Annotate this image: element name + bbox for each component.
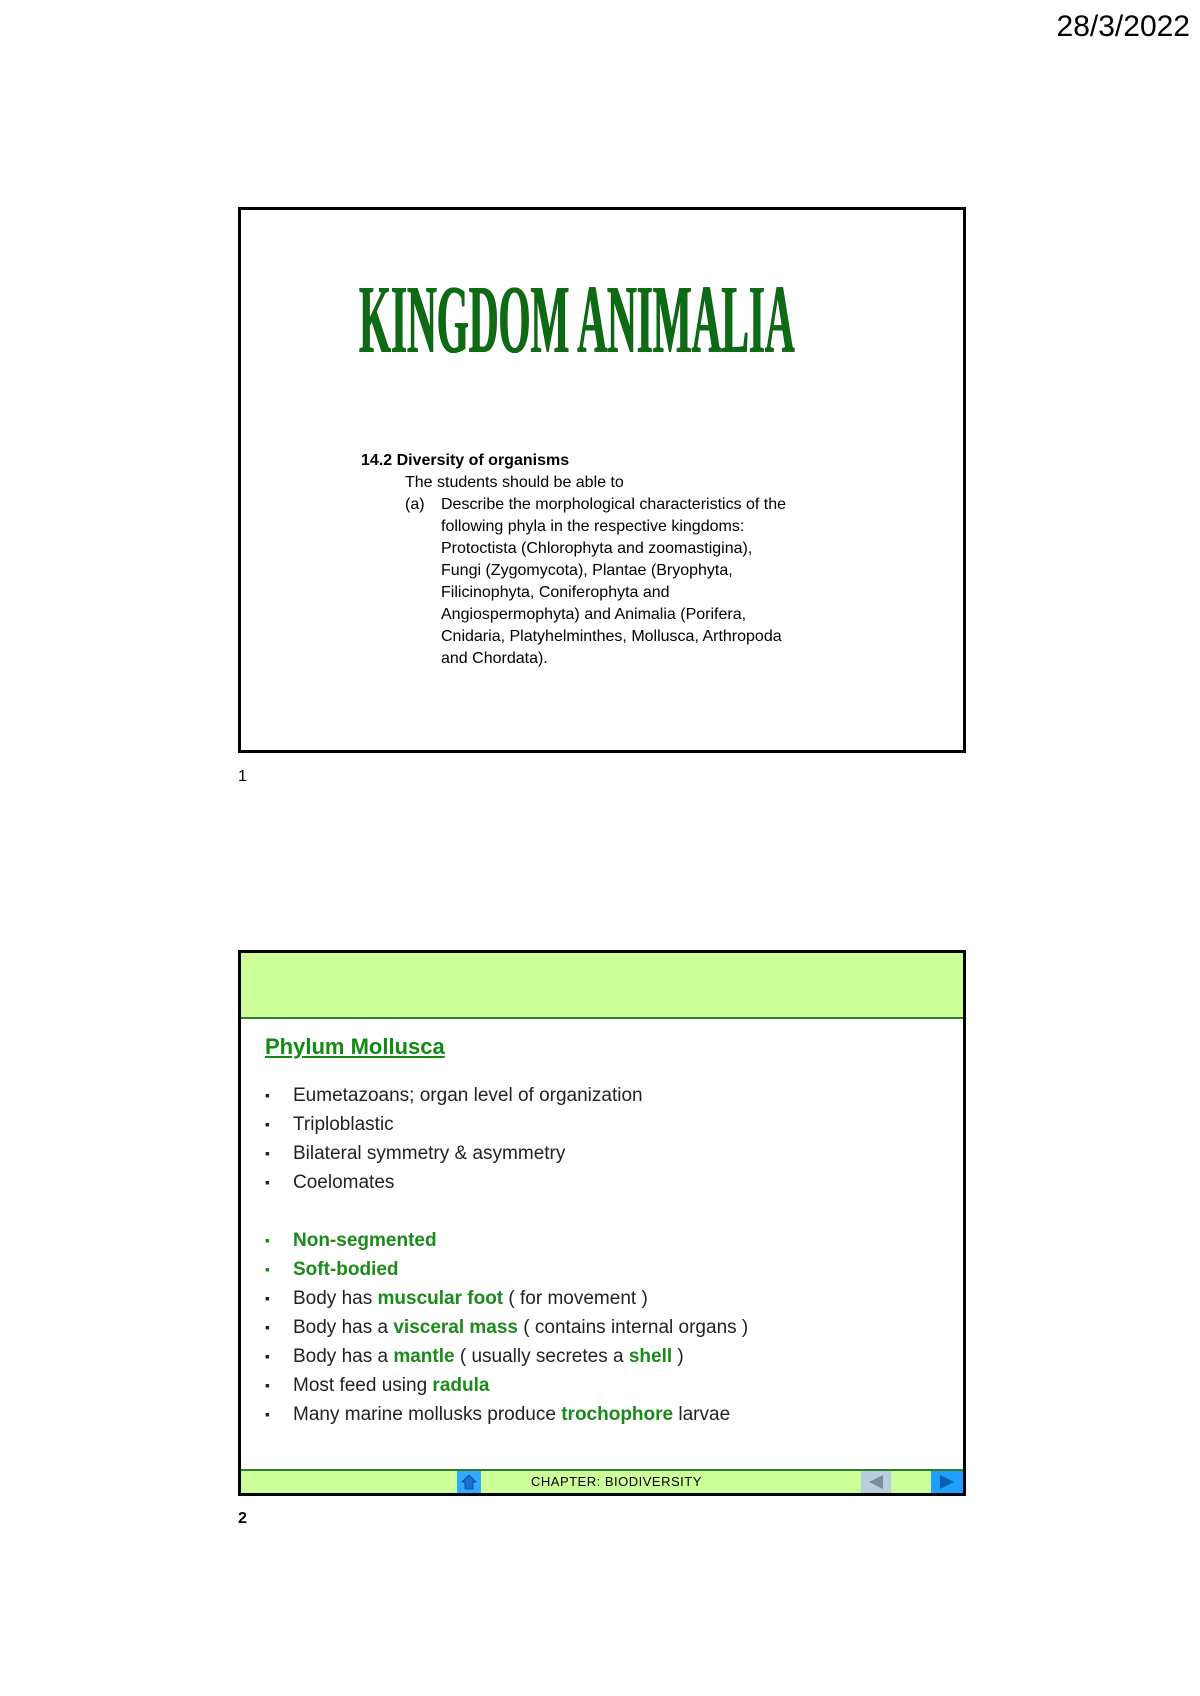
learning-objective <box>361 450 841 670</box>
slide-2-title: Phylum Mollusca <box>265 1034 445 1059</box>
list-item: ▪ Triploblastic <box>265 1114 394 1135</box>
objective-intro: The students should be able to <box>405 474 624 491</box>
slide-1-title: KINGDOM ANIMALIA <box>359 266 795 374</box>
list-item: ▪ Body has a visceral mass ( contains internal organs ) <box>265 1317 749 1338</box>
objective-item-text: Describe the morphological characteristics of the following phyla in the respective kingdoms: Protoctista (Chlorophyta and zoomastigina), Fungi (Zygomycota), Plantae (Bryophyta, Filicinophyta, Coniferophyta and Angiospermophyta) and Animalia (Porifera, Cnidaria, Platyhelminthes, Mollusca, Arthropoda and Chordata). <box>441 496 787 667</box>
list-spacer <box>265 1197 748 1226</box>
objective-item-marker: (a) <box>405 496 425 513</box>
list-item: ▪ Most feed using radula <box>265 1375 490 1396</box>
slide-footer <box>241 1469 963 1493</box>
objective-heading: 14.2 Diversity of organisms <box>361 452 570 469</box>
list-item: ▪ Soft-bodied <box>265 1259 399 1280</box>
list-item: ▪ Body has muscular foot ( for movement ) <box>265 1288 648 1309</box>
prev-arrow-icon <box>867 1474 885 1490</box>
slide-2-header-bar <box>241 953 963 1019</box>
slide-2-number: 2 <box>238 1510 247 1527</box>
list-item: ▪ Bilateral symmetry & asymmetry <box>265 1143 566 1164</box>
bullet-list <box>265 1081 748 1429</box>
list-item: ▪ Coelomates <box>265 1172 395 1193</box>
list-item: ▪ Many marine mollusks produce trochophore larvae <box>265 1404 731 1425</box>
next-button[interactable] <box>931 1471 963 1493</box>
next-arrow-icon <box>938 1474 956 1490</box>
list-item: ▪ Non-segmented <box>265 1230 437 1251</box>
footer-chapter-label: CHAPTER: BIODIVERSITY <box>531 1474 702 1489</box>
home-button[interactable] <box>457 1471 481 1493</box>
prev-button[interactable] <box>861 1471 891 1493</box>
print-date: 28/3/2022 <box>1056 10 1190 43</box>
slide-2 <box>238 950 966 1496</box>
list-item: ▪ Eumetazoans; organ level of organization <box>265 1085 643 1106</box>
slide-1 <box>238 207 966 753</box>
slide-1-number: 1 <box>238 768 247 785</box>
home-icon <box>461 1474 477 1490</box>
objective-item-a <box>405 494 841 670</box>
list-item: ▪ Body has a mantle ( usually secretes a shell ) <box>265 1346 684 1367</box>
